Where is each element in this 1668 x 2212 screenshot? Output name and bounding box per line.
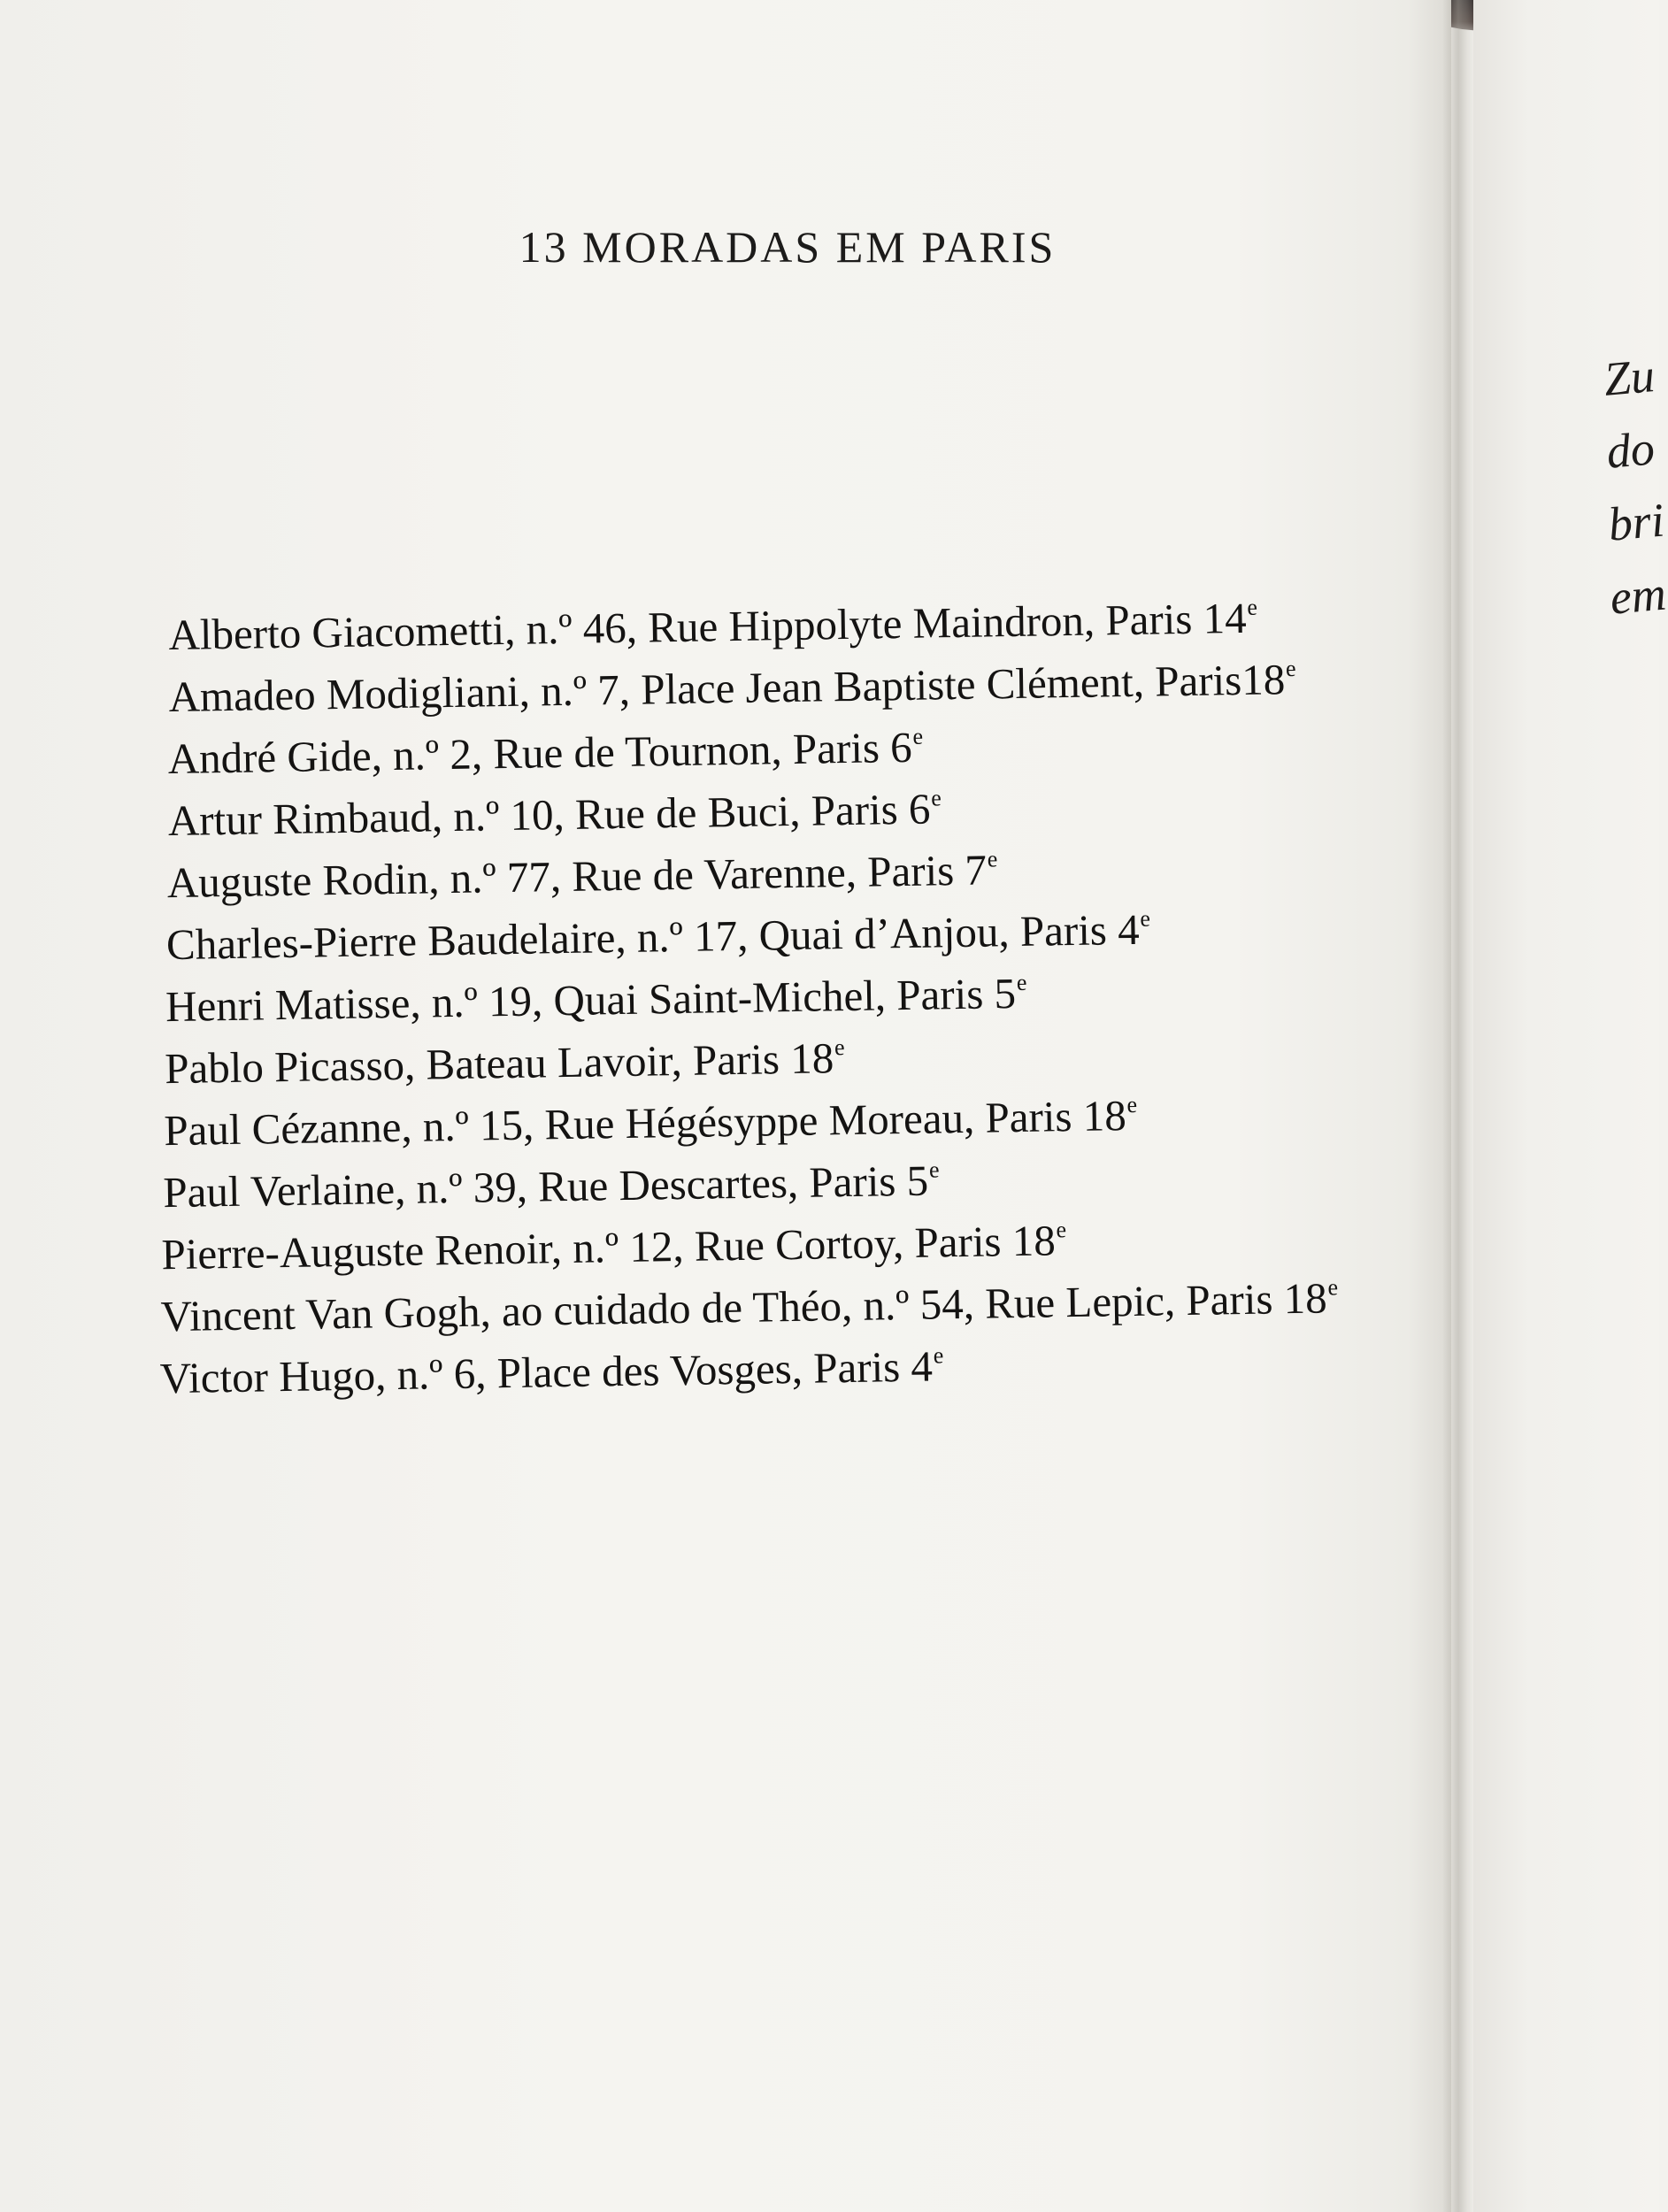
address-text: Charles-Pierre Baudelaire, n.º 17, Quai d’Anjou, Paris 4 [165, 904, 1141, 970]
address-superscript: e [1140, 905, 1151, 932]
right-page [1473, 0, 1668, 2212]
address-text: Victor Hugo, n.º 6, Place des Vosges, Paris 4 [159, 1341, 934, 1403]
address-superscript: e [912, 723, 924, 749]
book-gutter [1442, 0, 1478, 2212]
address-superscript: e [933, 1342, 944, 1369]
address-text: Artur Rimbaud, n.º 10, Rue de Buci, Paris 6 [167, 784, 931, 846]
address-text: Alberto Giacometti, n.º 46, Rue Hippolyte Maindron, Paris 14 [168, 593, 1248, 660]
address-superscript: e [987, 846, 998, 872]
address-superscript: e [1126, 1091, 1138, 1118]
address-text: Auguste Rodin, n.º 77, Rue de Varenne, Paris 7 [166, 845, 988, 908]
page-title: 13 MORADAS EM PARIS [519, 222, 1057, 272]
right-page-fragment: bri [1606, 493, 1667, 551]
address-superscript: e [834, 1034, 845, 1061]
address-superscript: e [1327, 1274, 1339, 1301]
address-text: Paul Cézanne, n.º 15, Rue Hégésyppe Moreau, Paris 18 [163, 1091, 1127, 1156]
address-superscript: e [928, 1156, 940, 1183]
right-page-fragment: Zu [1602, 349, 1657, 406]
address-superscript: e [1016, 969, 1027, 996]
address-superscript: e [1247, 594, 1258, 620]
right-page-fragment: em [1608, 566, 1668, 625]
address-list [0, 584, 1464, 1412]
address-text: Henri Matisse, n.º 19, Quai Saint-Michel, Paris 5 [165, 969, 1017, 1032]
address-superscript: e [1285, 656, 1296, 682]
address-text: Vincent Van Gogh, ao cuidado de Théo, n.º 54, Rue Lepic, Paris 18 [160, 1273, 1328, 1341]
right-page-fragment: do [1604, 421, 1657, 479]
address-text: Paul Verlaine, n.º 39, Rue Descartes, Paris 5 [162, 1156, 929, 1217]
address-text: André Gide, n.º 2, Rue de Tournon, Paris 6 [167, 722, 913, 784]
address-superscript: e [1056, 1217, 1067, 1243]
address-text: Pablo Picasso, Bateau Lavoir, Paris 18 [164, 1033, 834, 1094]
address-superscript: e [931, 785, 942, 811]
address-text: Amadeo Modigliani, n.º 7, Place Jean Baptiste Clément, Paris18 [168, 655, 1286, 722]
address-text: Pierre-Auguste Renoir, n.º 12, Rue Cortoy, Paris 18 [161, 1216, 1057, 1279]
